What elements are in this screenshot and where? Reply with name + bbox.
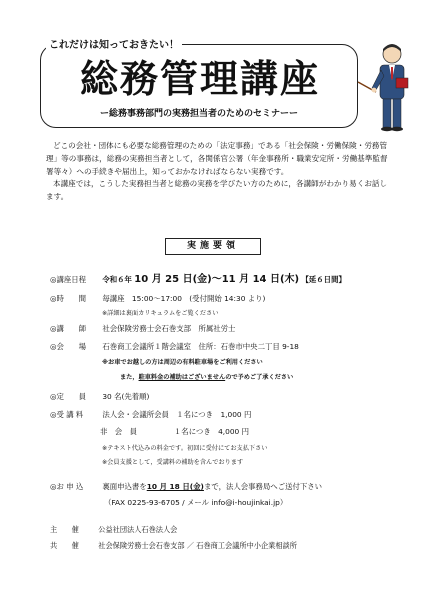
no-subsidy-text: 駐車料金の補助はございません [138, 374, 226, 381]
outline-heading: 実施要領 [165, 238, 261, 255]
fee-nonmembers: 非 会 員 １名につき 4,000 円 [100, 427, 250, 436]
row-lecturer [50, 323, 235, 334]
label-host: 主 催 [50, 525, 79, 534]
time-value: 毎講座 15:00～17:00 (受付開始 14:30 より) [102, 294, 266, 303]
row-time [50, 293, 265, 304]
cohost-value: 社会保険労務士会石巻支部 ／ 石巻商工会議所中小企業相談所 [98, 541, 297, 550]
intro-paragraph: 本講座では，こうした実務担当者と総務の実務を学びたい方のために，各講師がわかり易くお話します。 [46, 179, 388, 202]
label-time: ◎時 間 [50, 294, 87, 303]
tagline: これだけは知っておきたい！ [46, 36, 182, 51]
label-lecturer: ◎講 師 [50, 324, 87, 333]
label-capacity: ◎定 員 [50, 392, 87, 401]
fee-note-support: ※会員支援として，受講料の補助を含んでおります [102, 459, 244, 466]
cohost-row [50, 541, 297, 551]
apply-deadline: 10 月 18 日(金) [146, 482, 204, 491]
host-value: 公益社団法人石巻法人会 [98, 525, 178, 534]
page-title: 総務管理講座 [79, 56, 320, 101]
label-apply: ◎お 申 込 [50, 482, 84, 491]
presenter-illustration [352, 40, 416, 134]
host-row [50, 525, 177, 535]
venue-note-parking: ※お車でお越しの方は周辺の有料駐車場をご利用ください [102, 359, 263, 366]
apply-post: まで，法人会事務局へご送付下さい [203, 482, 323, 491]
venue-value: 石巻商工会議所１階会議室 住所：石巻市中央二丁目 9-18 [102, 342, 299, 351]
fee-note-text: ※テキスト代込みの料金です。初回に受付にてお支払下さい [102, 445, 268, 452]
lecturer-value: 社会保険労務士会石巻支部 所属社労士 [102, 324, 236, 333]
apply-pre: 裏面申込書を [102, 482, 147, 491]
dates-era: 令和６年 [102, 275, 132, 284]
time-note: ※詳細は裏面カリキュラムをご覧ください [102, 310, 219, 317]
row-apply [50, 481, 322, 492]
dates-suffix: 【延６日間】 [301, 275, 346, 284]
row-venue [50, 341, 299, 352]
intro-paragraph: どこの会社・団体にも必要な総務管理のための「法定事務」である「社会保険・労働保険・労務管理」等の事務は，総務の実務担当者として，各関係官公署（年金事務所・職業安定所・労働基準監督署等々）への手続きや届出上，知っておかなければならない実務です。 [46, 141, 388, 176]
capacity-value: 30 名(先着順) [102, 392, 150, 401]
row-fee [50, 409, 251, 420]
row-dates [50, 270, 346, 285]
fee-members: 法人会・会議所会員 １名につき 1,000 円 [102, 410, 252, 419]
intro-text [46, 140, 391, 204]
label-cohost: 共 催 [50, 541, 79, 550]
label-dates: ◎講座日程 [50, 275, 87, 284]
row-capacity [50, 391, 149, 402]
label-fee: ◎受 講 料 [50, 410, 84, 419]
dates-value: 10 月 25 日(金)～11 月 14 日(木) [134, 274, 300, 285]
apply-contact: （FAX 0225-93-6705 / メール info@i-houjinkai.jp） [104, 498, 288, 507]
label-venue: ◎会 場 [50, 342, 87, 351]
venue-note-subsidy: また，駐車料金の補助はございませんので予めご了承ください [120, 374, 294, 381]
page-subtitle: ー総務事務部門の実務担当者のためのセミナーー [99, 109, 298, 119]
